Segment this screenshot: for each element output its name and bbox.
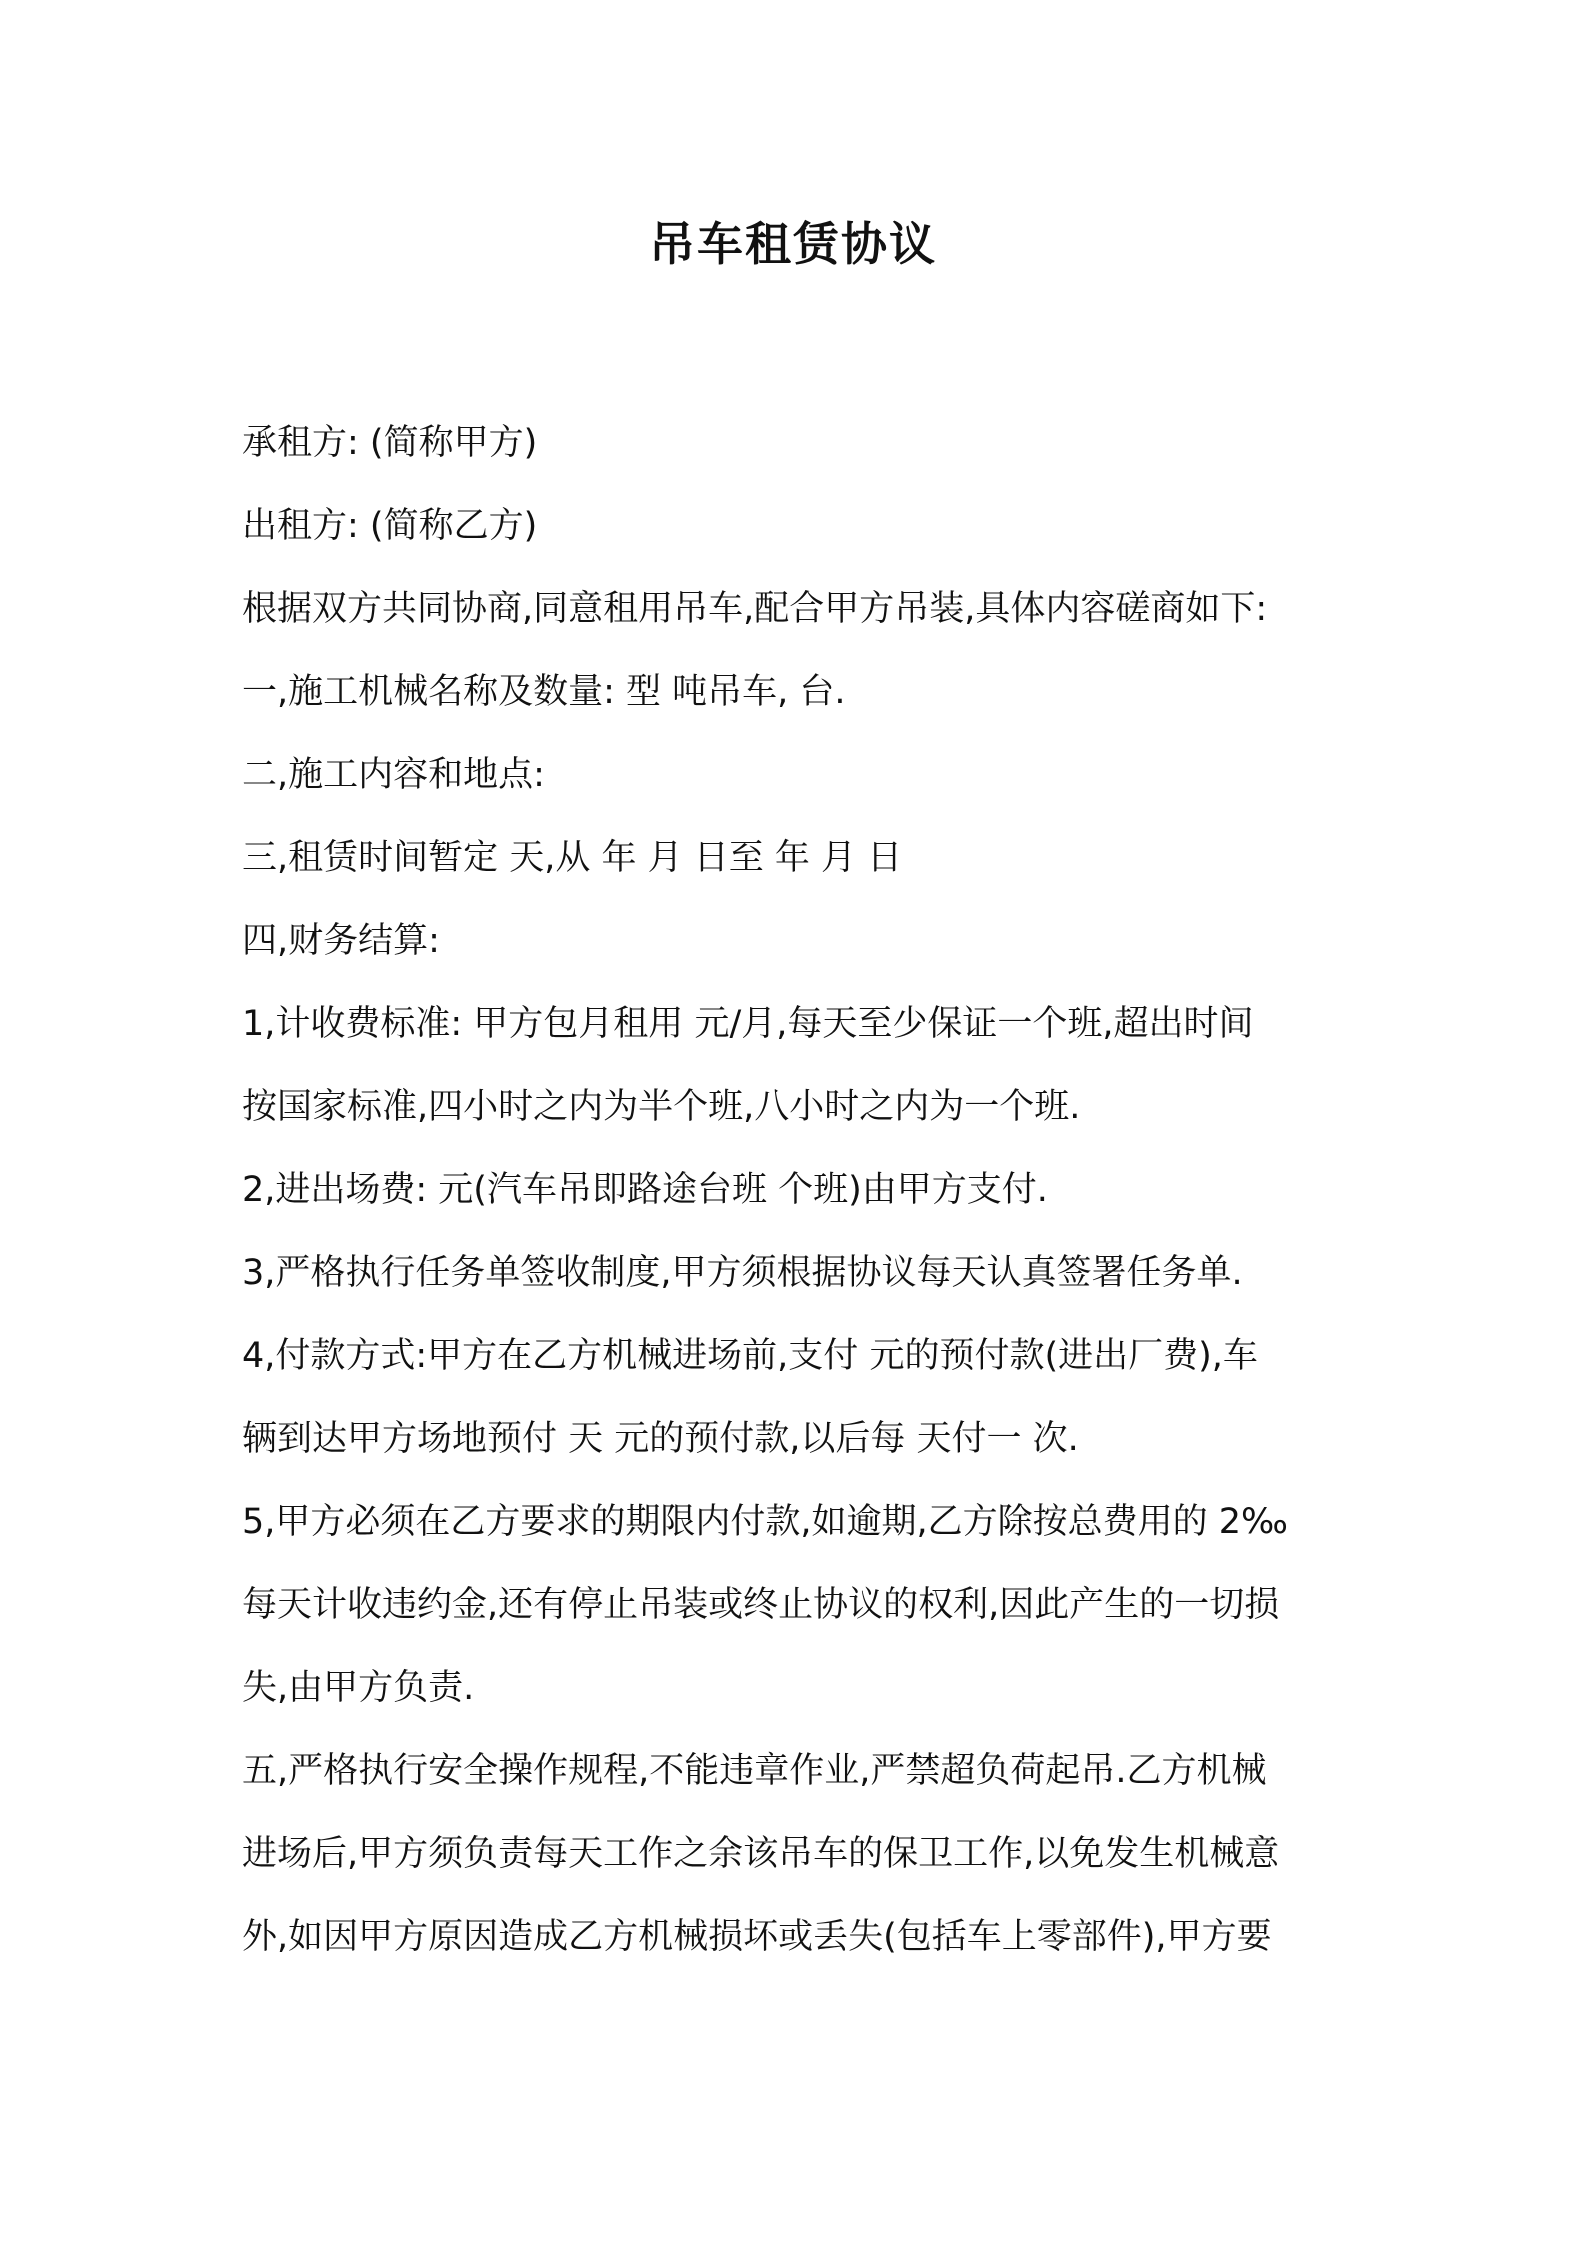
document-body [242, 402, 1362, 1979]
text-line: 5,甲方必须在乙方要求的期限内付款,如逾期,乙方除按总费用的 2‰ [242, 1502, 1289, 1542]
text-line: 3,严格执行任务单签收制度,甲方须根据协议每天认真签署任务单. [242, 1253, 1243, 1293]
text-line: 失,由甲方负责. [242, 1668, 475, 1708]
text-line: 五,严格执行安全操作规程,不能违章作业,严禁超负荷起吊.乙方机械 [242, 1751, 1267, 1791]
text-line: 1,计收费标准: 甲方包月租用 元/月,每天至少保证一个班,超出时间 [242, 1004, 1254, 1044]
text-line: 4,付款方式:甲方在乙方机械进场前,支付 元的预付款(进出厂费),车 [242, 1336, 1258, 1376]
text-line: 四,财务结算: [242, 921, 440, 961]
text-line: 2,进出场费: 元(汽车吊即路途台班 个班)由甲方支付. [242, 1170, 1048, 1210]
text-line: 外,如因甲方原因造成乙方机械损坏或丢失(包括车上零部件),甲方要 [242, 1917, 1272, 1957]
text-line: 一,施工机械名称及数量: 型 吨吊车, 台. [242, 672, 846, 712]
text-line: 进场后,甲方须负责每天工作之余该吊车的保卫工作,以免发生机械意 [242, 1834, 1280, 1874]
document-title: 吊车租赁协议 [649, 217, 937, 271]
text-line: 辆到达甲方场地预付 天 元的预付款,以后每 天付一 次. [242, 1419, 1079, 1459]
text-line: 承租方: (简称甲方) [242, 423, 538, 463]
text-line: 出租方: (简称乙方) [242, 506, 538, 546]
text-line: 二,施工内容和地点: [242, 755, 545, 795]
text-line: 按国家标准,四小时之内为半个班,八小时之内为一个班. [242, 1087, 1081, 1127]
text-line: 根据双方共同协商,同意租用吊车,配合甲方吊装,具体内容磋商如下: [242, 589, 1268, 629]
text-line: 每天计收违约金,还有停止吊装或终止协议的权利,因此产生的一切损 [242, 1585, 1280, 1625]
text-line: 三,租赁时间暂定 天,从 年 月 日至 年 月 日 [242, 838, 903, 878]
